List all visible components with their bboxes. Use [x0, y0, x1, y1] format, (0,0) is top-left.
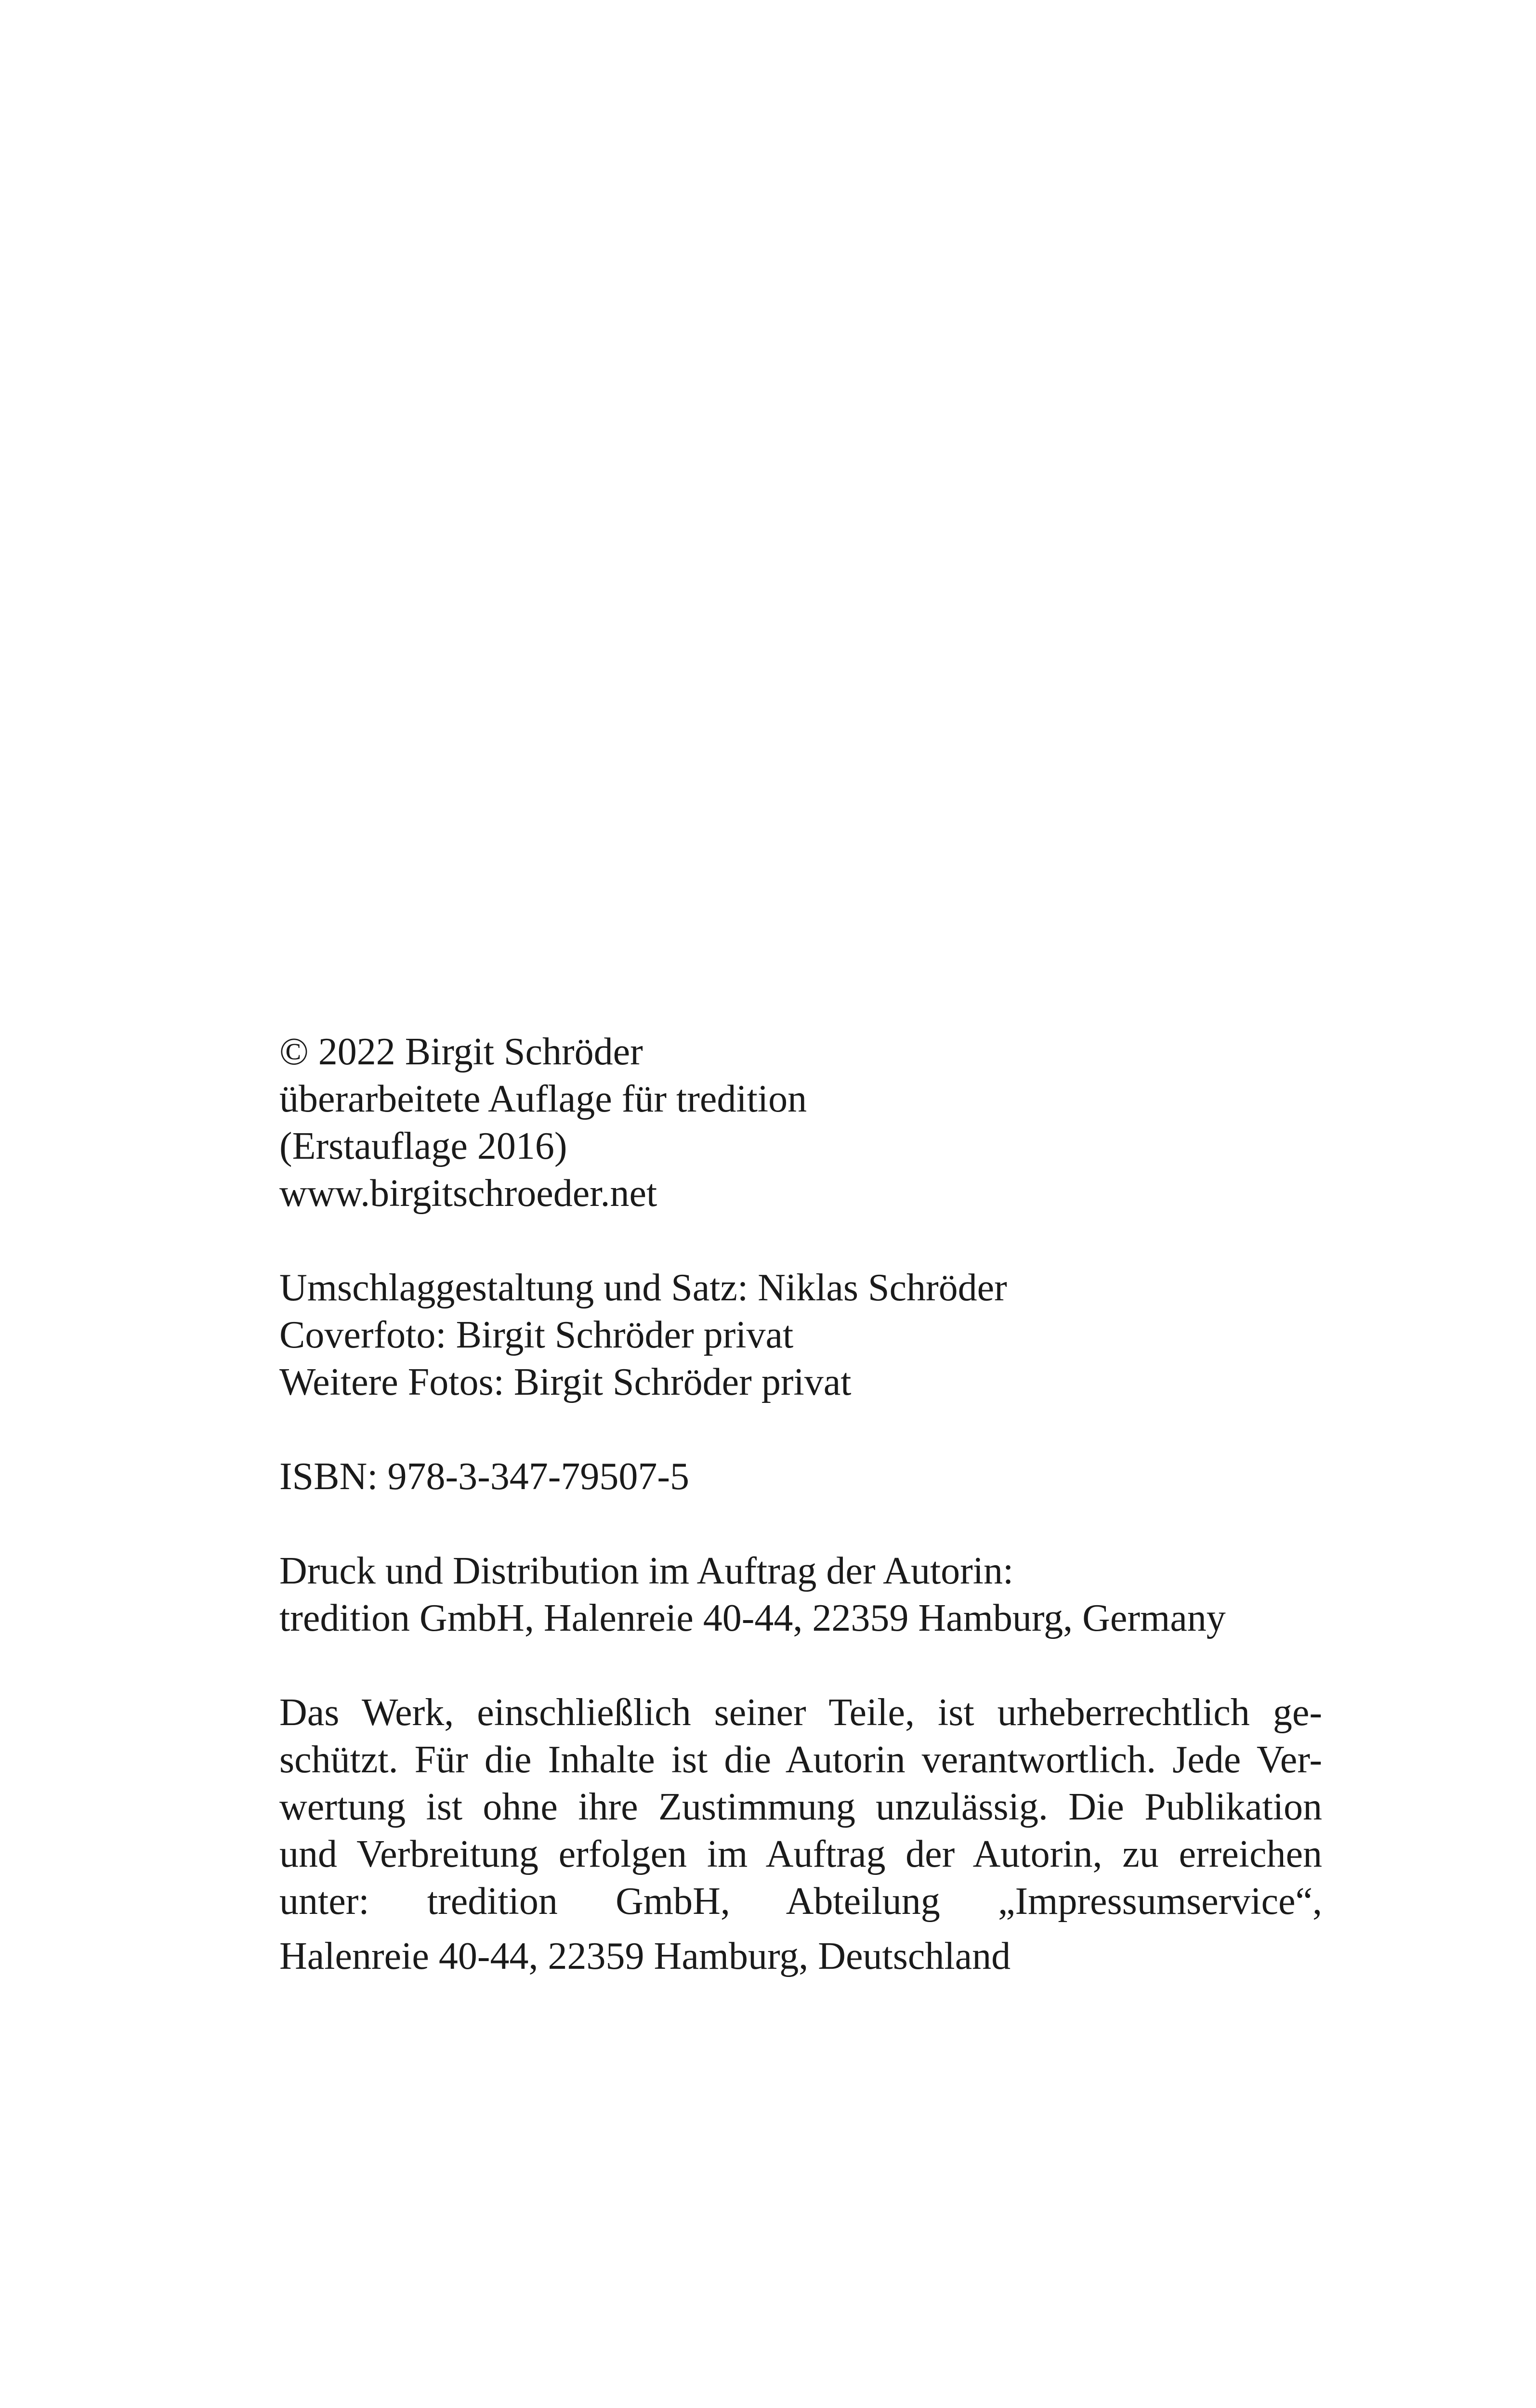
- legal-line: unter: tredition GmbH, Abteilung „Impressumservice“,: [279, 1880, 1322, 1923]
- design-credit: Umschlaggestaltung und Satz: Niklas Schröder: [279, 1267, 1007, 1309]
- distribution-line-2: tredition GmbH, Halenreie 40-44, 22359 Hamburg, Germany: [279, 1597, 1226, 1639]
- cover-photo-credit: Coverfoto: Birgit Schröder privat: [279, 1314, 794, 1356]
- isbn-section: [279, 1453, 1322, 1500]
- copyright-section: [279, 1028, 1322, 1217]
- distribution-section: [279, 1547, 1322, 1642]
- other-photos-credit: Weitere Fotos: Birgit Schröder privat: [279, 1361, 852, 1403]
- legal-last-line: Halenreie 40-44, 22359 Hamburg, Deutschland: [279, 1935, 1011, 1977]
- credits-section: [279, 1264, 1322, 1406]
- author-website: www.birgitschroeder.net: [279, 1172, 657, 1215]
- first-edition-line: (Erstauflage 2016): [279, 1125, 567, 1167]
- legal-line: schützt. Für die Inhalte ist die Autorin verantwortlich. Jede Ver-: [279, 1739, 1322, 1781]
- legal-notice: [279, 1689, 1322, 1980]
- legal-line: wertung ist ohne ihre Zustimmung unzulässig. Die Publikation: [279, 1786, 1322, 1828]
- imprint-block: [279, 1028, 1322, 1980]
- legal-line: und Verbreitung erfolgen im Auftrag der Autorin, zu erreichen: [279, 1833, 1322, 1875]
- edition-line: überarbeitete Auflage für tredition: [279, 1078, 807, 1120]
- copyright-line: © 2022 Birgit Schröder: [279, 1031, 643, 1073]
- distribution-line-1: Druck und Distribution im Auftrag der Autorin:: [279, 1550, 1014, 1592]
- isbn: ISBN: 978-3-347-79507-5: [279, 1455, 690, 1498]
- legal-line: Das Werk, einschließlich seiner Teile, ist urheberrechtlich ge-: [279, 1691, 1322, 1734]
